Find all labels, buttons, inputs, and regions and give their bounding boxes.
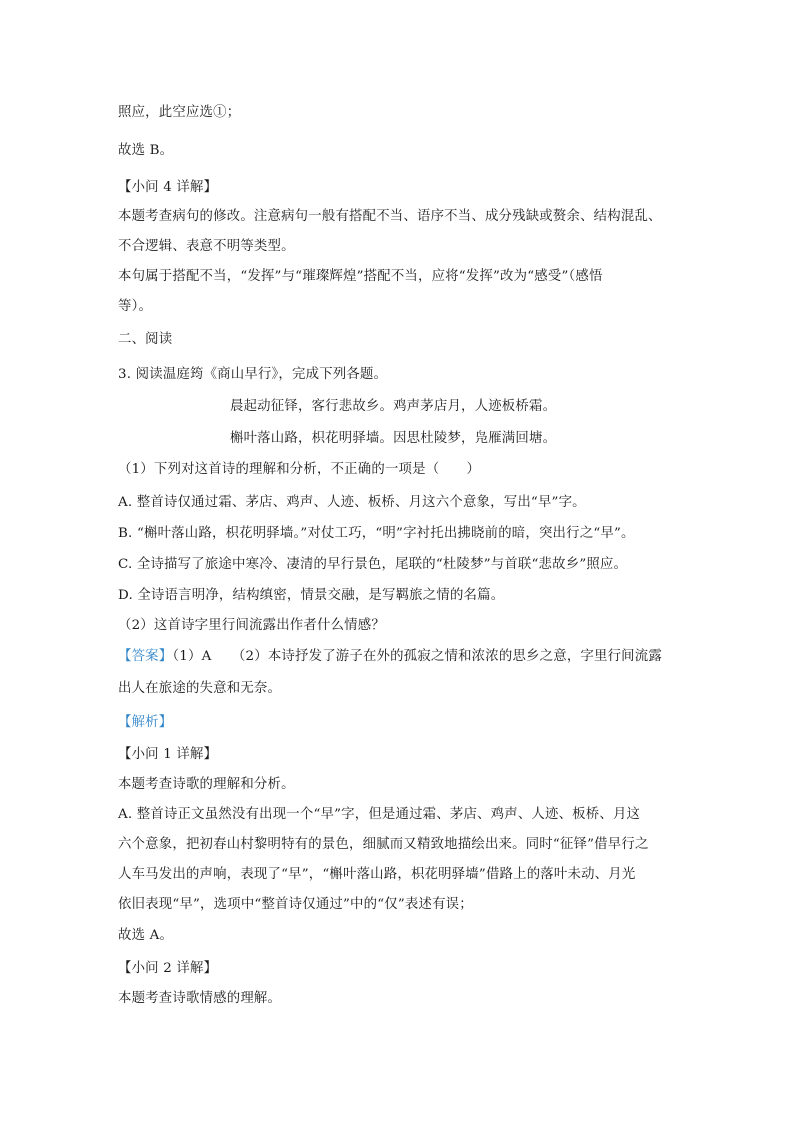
poem-line: 晨起动征铎，客行悲故乡。鸡声茅店月，人迹板桥霜。	[230, 399, 557, 414]
text-line: 不合逻辑、表意不明等类型。	[118, 239, 295, 254]
text-line: 照应，此空应选①；	[118, 105, 241, 120]
text-line: 【小问 2 详解】	[118, 961, 218, 976]
option-d: D. 全诗语言明净，结构缜密，情景交融，是写羁旅之情的名篇。	[118, 588, 505, 603]
text-line: 故选 A。	[118, 928, 174, 943]
text-line: 【小问 4 详解】	[118, 180, 218, 195]
text-line: 六个意象，把初春山村黎明特有的景色，细腻而又精致地描绘出来。同时“征铎”借早行之	[118, 837, 649, 852]
text-line: 故选 B。	[118, 143, 174, 158]
option-a: A. 整首诗仅通过霜、茅店、鸡声、人迹、板桥、月这六个意象，写出“早”字。	[118, 495, 586, 510]
option-c: C. 全诗描写了旅途中寒冷、凄清的早行景色，尾联的“杜陵梦”与首联“悲故乡”照应。	[118, 557, 628, 572]
analysis-label: 【解析】	[118, 715, 173, 730]
option-b: B. “槲叶落山路，枳花明驿墙。”对仗工巧，“明”字衬托出拂晓前的暗，突出行之“早”。	[118, 526, 635, 541]
answer-line	[118, 648, 662, 666]
text-line: 依旧表现“早”，选项中“整首诗仅通过”中的“仅”表述有误；	[118, 897, 473, 912]
answer-continuation: 出人在旅途的失意和无奈。	[118, 681, 282, 696]
text-line: 本题考查诗歌的理解和分析。	[118, 777, 295, 792]
answer-label: 【答案】	[118, 649, 173, 664]
text-line: A. 整首诗正文虽然没有出现一个“早”字，但是通过霜、茅店、鸡声、人迹、板桥、月这	[118, 807, 641, 822]
text-line: 【小问 1 详解】	[118, 747, 218, 762]
question-1: （1）下列对这首诗的理解和分析，不正确的一项是（ ）	[118, 462, 481, 477]
question-2: （2）这首诗字里行间流露出作者什么情感？	[118, 618, 385, 633]
answer-text: （1）A （2）本诗抒发了游子在外的孤寂之情和浓浓的思乡之意，字里行间流露	[172, 649, 662, 664]
text-line: 本句属于搭配不当，“发挥”与“璀璨辉煌”搭配不当，应将“发挥”改为“感受”（感悟	[118, 269, 603, 284]
text-line: 等）。	[118, 299, 153, 314]
text-line: 二、阅读	[118, 332, 173, 347]
text-line: 本题考查诗歌情感的理解。	[118, 991, 282, 1006]
text-line: 人车马发出的声响，表现了“早”，“槲叶落山路，枳花明驿墙”借路上的落叶未动、月光	[118, 867, 636, 882]
poem-line: 槲叶落山路，枳花明驿墙。因思杜陵梦，凫雁满回塘。	[230, 431, 557, 446]
text-line: 本题考查病句的修改。注意病句一般有搭配不当、语序不当、成分残缺或赘余、结构混乱、	[118, 209, 662, 224]
text-line: 3. 阅读温庭筠《商山早行》，完成下列各题。	[118, 367, 388, 382]
